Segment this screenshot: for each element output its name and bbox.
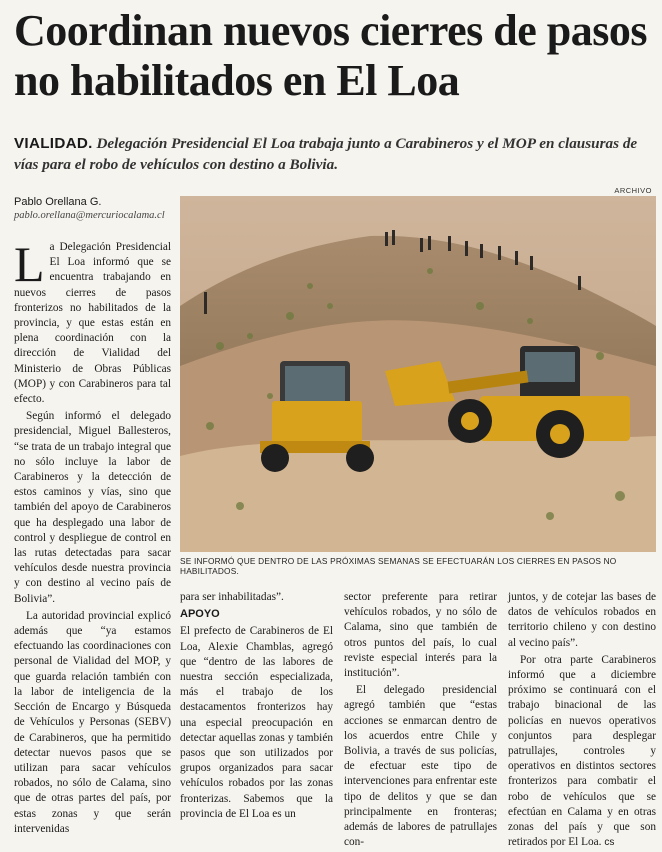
paragraph-8-text: Por otra parte Carabineros informó que a diciembre próximo se continuará con el trabajo binacional de las policías en nuevos operativos conjuntos para desplegar patrullajes, controles y operativos en distintos sectores fronterizos para combatir el robo de vehículos que se efectúan en Calama y en otras zonas del país y que son retirados por El Loa. bbox=[508, 653, 656, 849]
excavation-illustration bbox=[180, 196, 656, 552]
section-tag: VIALIDAD. bbox=[14, 135, 93, 152]
article-column-3 bbox=[344, 590, 497, 852]
paragraph-4: El prefecto de Carabineros de El Loa, Alexie Chamblas, agregó que “dentro de las labores de nuestra sección especializada, más el trabajo de los destacamentos fronterizos hay una especial preocupación en detectar aquellas zonas y también pasos que son utilizados por grupos organizados para sacar vehículos robados por las zonas fronterizas. Sabemos que la provincia de El Loa es un bbox=[180, 625, 333, 820]
drop-cap: L bbox=[14, 236, 45, 292]
paragraph-1-text: a Delegación Presidencial El Loa informó que se encuentra trabajando en nuevos cierres de pasos fronterizos no habilitados de la provincia, y que estas están en plena coordinación con la dirección de Vialidad del Ministerio de Obras Públicas (MOP) y con Carabineros para tal efecto. bbox=[14, 241, 171, 406]
paragraph-6: El delegado presidencial agregó también que “estas acciones se enmarcan dentro de los acuerdos entre Chile y Bolivia, a través de sus policías, de efectuar este tipo de intervenciones para enfrentar este tipo de delitos y que se dan principalmente en fronteras; además de labores de patrullajes con- bbox=[344, 684, 497, 849]
subheadline-text: Delegación Presidencial El Loa trabaja junto a Carabineros y el MOP en clausuras de vías para el robo de vehículos con destino a Bolivia. bbox=[14, 135, 638, 173]
article-subheadline bbox=[14, 133, 654, 175]
paragraph-2: Según informó el delegado presidencial, Miguel Ballesteros, “se trata de un trabajo integral que no sólo incluye la labor de Carabineros y la detección de estos caminos y vías, sino que también del apoyo de Carabineros que ha desplegado una labor de control y despliegue de control en las rutas detectadas para sacar vehículos desde nuestra provincia y con destino al vecino país de Bolivia”. bbox=[14, 410, 171, 605]
author-email: pablo.orellana@mercuriocalama.cl bbox=[14, 210, 165, 221]
photo-caption: SE INFORMÓ QUE DENTRO DE LAS PRÓXIMAS SEMANAS SE EFECTUARÁN LOS CIERRES EN PASOS NO HABILITADOS. bbox=[180, 556, 617, 576]
article-column-4 bbox=[508, 590, 656, 852]
paragraph-3-continued: para ser inhabilitadas”. bbox=[180, 591, 284, 603]
paragraph-3: La autoridad provincial explicó además que “ya estamos efectuando las coordinaciones con personal de Vialidad del MOP, y que guarda relación también con la labor de inteligencia de la Sección de Encargo y Búsqueda de Vehículos y Personas (SEBV) de Carabineros, que ha permitido detectar nuevos pasos que se utilizan para sacar vehículos robados, no sólo de Calama, sino que de otras partes del país, por estas zonas y que serán intervenidas bbox=[14, 609, 171, 835]
paragraph-5: sector preferente para retirar vehículos robados, y no sólo de Calama, sino que también de otros puntos del país, lo cual reviste especial interés para la institución”. bbox=[344, 591, 497, 680]
paragraph-1 bbox=[14, 236, 171, 407]
paragraph-7: juntos, y de cotejar las bases de datos de vehículos robados en territorio chileno y con destino al vecino país”. bbox=[508, 591, 656, 649]
end-mark: cs bbox=[604, 837, 615, 849]
article-headline: Coordinan nuevos cierres de pasos no habilitados en El Loa bbox=[14, 6, 647, 105]
author-byline: Pablo Orellana G. bbox=[14, 196, 102, 208]
section-heading-apoyo: APOYO bbox=[180, 608, 220, 621]
article-column-1 bbox=[14, 236, 171, 839]
article-photo bbox=[180, 196, 656, 552]
photo-credit: ARCHIVO bbox=[614, 186, 652, 195]
paragraph-8 bbox=[508, 653, 656, 851]
article-column-2 bbox=[180, 590, 333, 824]
